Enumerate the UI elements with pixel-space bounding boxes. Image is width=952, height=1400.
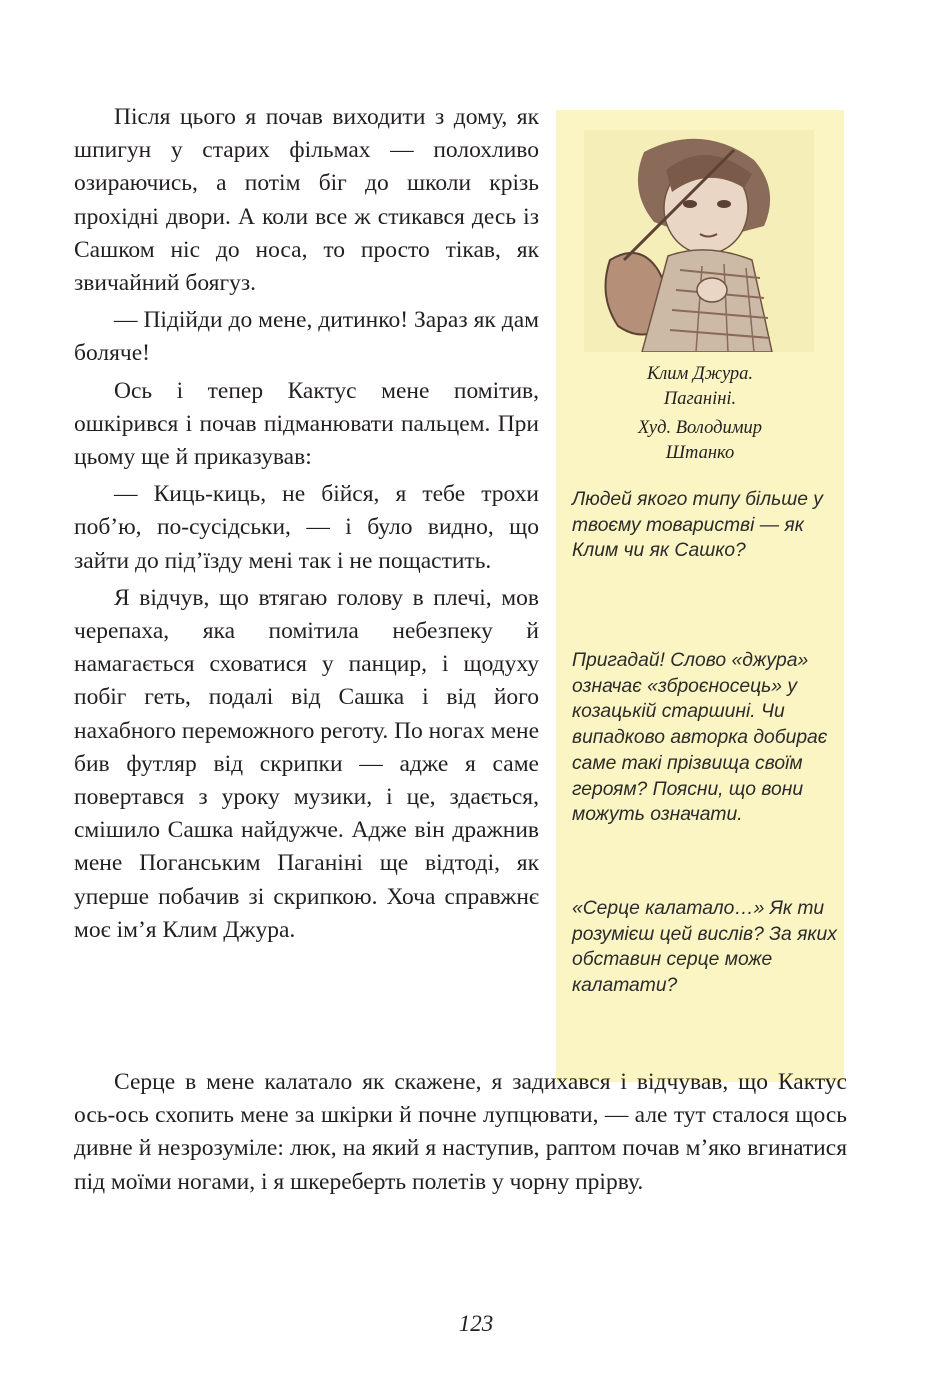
main-text-column [74,101,539,951]
paragraph: Після цього я почав виходити з дому, як шпигун у старих фільмах — полохливо озираючись, а потім біг до школи крізь прохідні двори. А коли все ж стикався десь із Сашком ніс до носа, то просто тікав, як звичайний боягуз. [74,104,539,297]
question-2: Пригадай! Слово «джура» означає «зброєносець» у козацькій старшині. Чи випадково авторка добирає саме такі прізвища своїм героям? Поясни, що вони можуть означати. [572,650,828,826]
paragraph: — Підійди до мене, дитинко! Зараз як дам боляче! [74,307,539,367]
bottom-text [74,1066,847,1199]
caption-line: Штанко [665,443,735,463]
illustration-caption-title [556,362,844,412]
paragraph: — Киць-киць, не бійся, я тебе трохи поб’ю, по-сусідськи, — і було видно, що зайти до під’їзду мені так і не пощастить. [74,481,539,574]
page-number: 123 [458,1311,494,1336]
paragraph: Я відчув, що втягаю голову в плечі, мов черепаха, яка помітила небезпеку й намагається сховатися у панцир, і щодуху побіг геть, подалі від Сашка і від його нахабного переможного реготу. По ногах мене бив футляр від скрипки — адже я саме повертався з уроку музики, і це, здається, смішило Сашка найдужче. Адже він дражнив мене Поганським Паганіні ще відтоді, як уперше побачив зі скрипкою. Хоча справжнє моє ім’я Клим Джура. [74,584,540,943]
illustration-caption-artist [556,416,844,466]
caption-line: Паганіні. [663,389,737,409]
question-3: «Серце калатало…» Як ти розумієш цей вислів? За яких обставин серце може калатати? [572,898,837,997]
paragraph: Ось і тепер Кактус мене помітив, ошкірився і почав підманювати пальцем. При цьому ще й приказував: [74,377,539,471]
paragraph: Серце в мене калатало як скажене, я задихався і відчував, що Кактус ось-ось схопить мене за шкірки й почне лупцювати, — але тут сталося щось дивне й незрозуміле: люк, на який я наступив, раптом почав м’яко вгинатися під моїми ногами, і я шкереберть полетів у чорну прірву. [74,1069,847,1195]
sidebar-panel [556,110,844,1082]
caption-line: Клим Джура. [646,364,754,384]
caption-line: Худ. Володимир [638,418,762,438]
boy-with-violin-illustration-icon [584,130,814,352]
question-1: Людей якого типу більше у твоєму товаристві — як Клим чи як Сашко? [572,489,823,562]
